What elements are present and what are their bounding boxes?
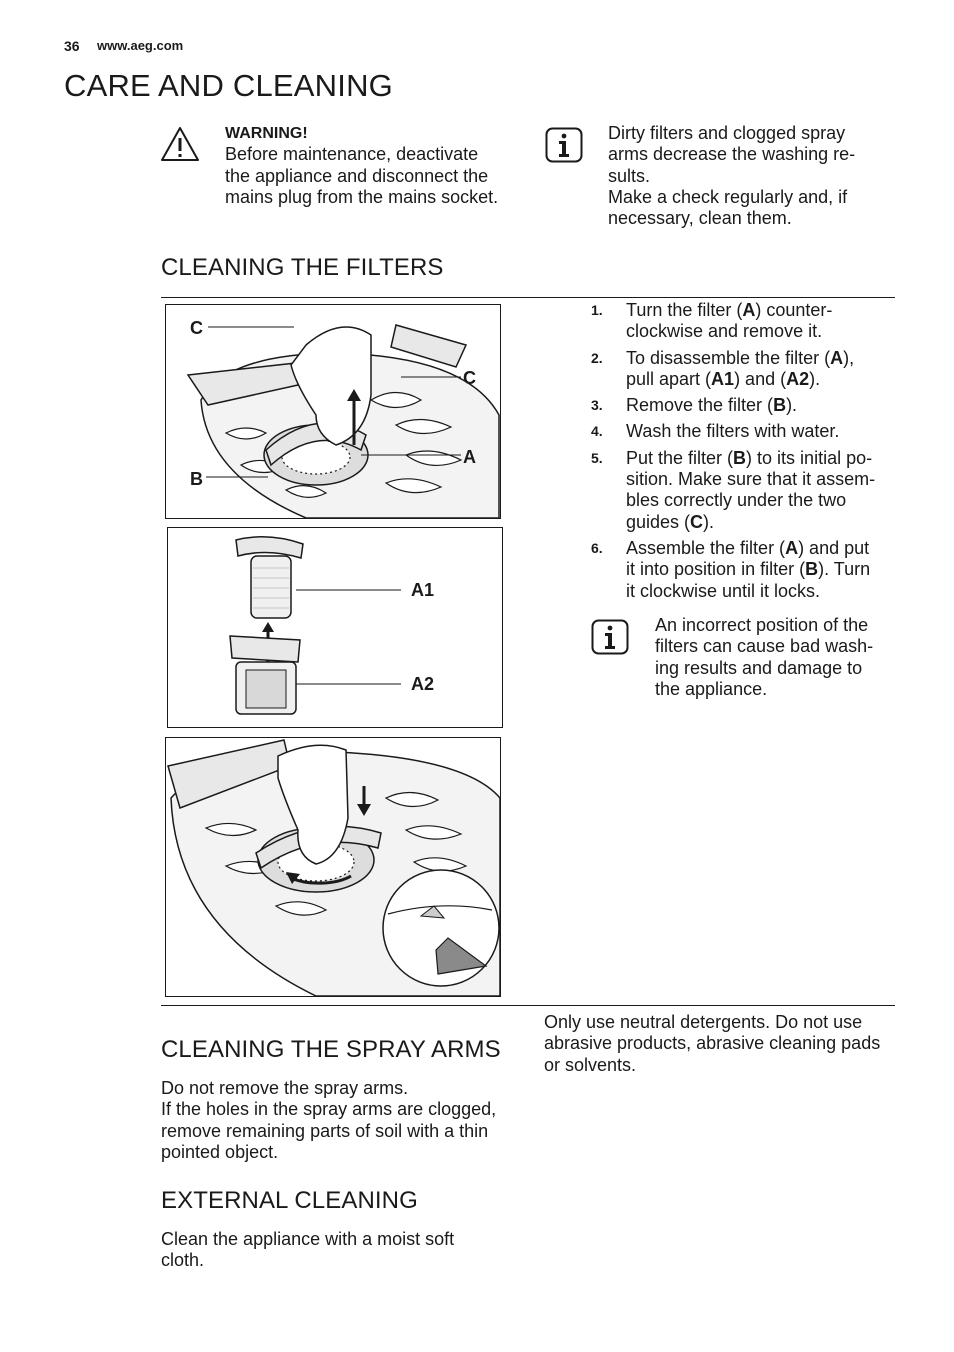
step-line — [626, 321, 891, 342]
step-item — [591, 421, 891, 442]
info-line: An incorrect position of the — [655, 615, 869, 635]
info-icon — [545, 127, 583, 163]
step-line — [626, 421, 891, 442]
step-text: it into position in filter ( — [626, 559, 806, 580]
label-c-top: C — [190, 318, 203, 338]
part-reference: A2 — [786, 368, 810, 389]
step-line — [626, 469, 891, 490]
part-reference: A — [785, 537, 799, 558]
step-line — [626, 559, 891, 580]
warning-icon — [159, 125, 201, 163]
text-line: or solvents. — [544, 1054, 637, 1075]
text-line: cloth. — [161, 1250, 205, 1271]
figure-disassemble-filter — [167, 527, 503, 728]
text-line: Only use neutral detergents. Do not use — [544, 1012, 863, 1032]
part-reference: A — [830, 347, 844, 368]
step-text: clockwise and remove it. — [626, 321, 823, 342]
step-item — [591, 395, 891, 416]
step-number: 2. — [591, 349, 603, 366]
step-line — [626, 369, 891, 390]
info-line: Dirty filters and clogged spray — [608, 123, 846, 143]
step-line — [626, 448, 891, 469]
step-text: ). — [809, 368, 821, 389]
step-text: ). — [786, 395, 798, 416]
step-text: Wash the filters with water. — [626, 421, 840, 442]
page-number: 36 — [64, 38, 80, 54]
label-a1: A1 — [411, 580, 435, 600]
step-item — [591, 448, 891, 533]
info-icon — [591, 619, 629, 655]
step-text: sition. Make sure that it assem- — [626, 469, 876, 490]
step-text: it clockwise until it locks. — [626, 580, 821, 601]
warning-line: Before maintenance, deactivate — [225, 144, 479, 165]
step-line — [626, 348, 891, 369]
section-heading-external-cleaning: EXTERNAL CLEANING — [161, 1187, 418, 1214]
step-text: pull apart ( — [626, 368, 712, 389]
info-line: sults. — [608, 165, 651, 186]
warning-block — [225, 123, 525, 208]
step-text: guides ( — [626, 511, 691, 532]
step-text: ) counter- — [755, 300, 833, 320]
text-line: If the holes in the spray arms are clogged, — [161, 1099, 497, 1120]
website-url: www.aeg.com — [97, 38, 184, 53]
info-block-filters — [608, 123, 893, 229]
section-divider — [161, 1005, 895, 1006]
step-number: 3. — [591, 397, 603, 414]
step-text: To disassemble the filter ( — [626, 347, 831, 368]
step-text: Remove the filter ( — [626, 395, 774, 416]
label-a2: A2 — [411, 674, 435, 694]
warning-line: mains plug from the mains socket. — [225, 186, 499, 207]
step-number: 6. — [591, 539, 603, 556]
step-text: Assemble the filter ( — [626, 537, 786, 558]
step-item — [591, 348, 891, 391]
step-text: bles correctly under the two — [626, 490, 847, 511]
part-reference: B — [773, 395, 787, 416]
info-block-filter-position — [655, 615, 895, 700]
section-divider — [161, 297, 895, 298]
text-line: Do not remove the spray arms. — [161, 1078, 409, 1098]
external-cleaning-text — [161, 1229, 521, 1272]
step-text: ). Turn — [818, 559, 871, 580]
part-reference: B — [733, 447, 747, 468]
step-text: ). — [703, 511, 715, 532]
info-line: filters can cause bad wash- — [655, 636, 874, 657]
label-c-right: C — [463, 368, 476, 388]
step-text: ) and ( — [734, 368, 787, 389]
step-text: Put the filter ( — [626, 447, 734, 468]
step-line — [626, 581, 891, 602]
page-title: CARE AND CLEANING — [64, 68, 393, 103]
step-text: Turn the filter ( — [626, 300, 743, 320]
part-reference: C — [690, 511, 704, 532]
step-line — [626, 538, 891, 559]
text-line: pointed object. — [161, 1141, 279, 1162]
step-line — [626, 490, 891, 511]
warning-heading: WARNING! — [225, 125, 308, 142]
section-heading-spray-arms: CLEANING THE SPRAY ARMS — [161, 1036, 501, 1063]
part-reference: A1 — [711, 368, 735, 389]
step-number: 1. — [591, 302, 603, 318]
figure-remove-filter — [165, 304, 501, 519]
info-line: the appliance. — [655, 678, 768, 699]
step-line — [626, 512, 891, 533]
step-text: ) and put — [798, 537, 870, 558]
detergent-note — [544, 1012, 899, 1076]
info-line: necessary, clean them. — [608, 208, 792, 229]
spray-arms-text — [161, 1078, 521, 1163]
step-line — [626, 395, 891, 416]
step-text: ) to its initial po- — [746, 447, 873, 468]
part-reference: B — [805, 559, 819, 580]
step-number: 5. — [591, 449, 603, 466]
step-number: 4. — [591, 423, 603, 440]
label-b: B — [190, 469, 203, 489]
figure-reinstall-filter — [165, 737, 501, 997]
text-line: Clean the appliance with a moist soft — [161, 1229, 455, 1249]
part-reference: A — [742, 300, 756, 320]
section-heading-filters: CLEANING THE FILTERS — [161, 254, 444, 281]
warning-line: the appliance and disconnect the — [225, 165, 489, 186]
filter-steps-list — [591, 300, 891, 607]
text-line: remove remaining parts of soil with a thin — [161, 1120, 489, 1141]
label-a: A — [463, 447, 476, 467]
info-line: arms decrease the washing re- — [608, 144, 856, 165]
info-line: Make a check regularly and, if — [608, 186, 848, 207]
step-item — [591, 538, 891, 602]
step-item — [591, 300, 891, 343]
step-line — [626, 300, 891, 321]
text-line: abrasive products, abrasive cleaning pads — [544, 1033, 881, 1054]
step-text: ), — [843, 347, 855, 368]
info-line: ing results and damage to — [655, 657, 863, 678]
